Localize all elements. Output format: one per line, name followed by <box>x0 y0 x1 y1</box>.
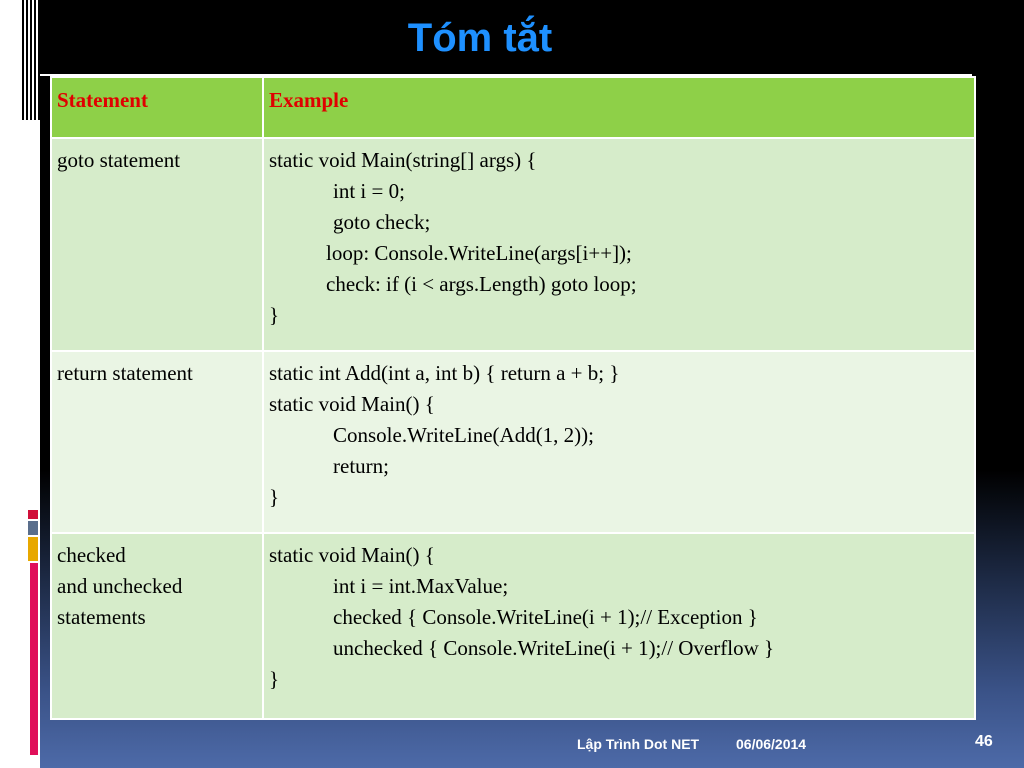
accent-square-gold <box>28 537 38 561</box>
code-line: } <box>269 667 280 691</box>
code-line: goto check; <box>333 210 431 234</box>
statement-line: and unchecked <box>57 574 183 598</box>
accent-square-gray <box>28 521 38 535</box>
accent-bar-magenta <box>30 563 38 755</box>
table-header-row <box>51 77 975 138</box>
footer-course: Lập Trình Dot NET <box>577 736 700 752</box>
code-line: Console.WriteLine(Add(1, 2)); <box>333 423 595 447</box>
table-row <box>51 138 975 351</box>
footer-date: 06/06/2014 <box>736 736 807 752</box>
code-line: static int Add(int a, int b) { return a + b; } <box>269 361 620 385</box>
statement-line: statements <box>57 605 146 629</box>
statement-line: goto statement <box>57 148 181 172</box>
code-line: checked { Console.WriteLine(i + 1);// Exception } <box>333 605 758 629</box>
striped-decoration <box>22 0 40 120</box>
header-example: Example <box>263 77 975 138</box>
example-cell <box>263 351 975 533</box>
code-line: } <box>269 485 280 509</box>
table-row <box>51 351 975 533</box>
code-line: check: if (i < args.Length) goto loop; <box>326 272 637 296</box>
code-line: static void Main() { <box>269 543 435 567</box>
statement-cell <box>51 351 263 533</box>
code-line: static void Main(string[] args) { <box>269 148 537 172</box>
code-line: unchecked { Console.WriteLine(i + 1);// Overflow } <box>333 636 775 660</box>
code-line: } <box>269 303 280 327</box>
code-line: return; <box>333 454 389 478</box>
code-line: loop: Console.WriteLine(args[i++]); <box>326 241 632 265</box>
page-number: 46 <box>975 733 993 750</box>
example-cell <box>263 138 975 351</box>
statement-line: return statement <box>57 361 193 385</box>
accent-square-red <box>28 510 38 519</box>
statement-cell <box>51 138 263 351</box>
summary-table <box>50 76 976 720</box>
code-line: int i = int.MaxValue; <box>333 574 509 598</box>
statement-cell <box>51 533 263 719</box>
slide-title: Tóm tắt <box>407 16 553 60</box>
table-row <box>51 533 975 719</box>
example-cell <box>263 533 975 719</box>
code-line: static void Main() { <box>269 392 435 416</box>
code-line: int i = 0; <box>333 179 405 203</box>
header-statement: Statement <box>51 77 263 138</box>
statement-line: checked <box>57 543 126 567</box>
